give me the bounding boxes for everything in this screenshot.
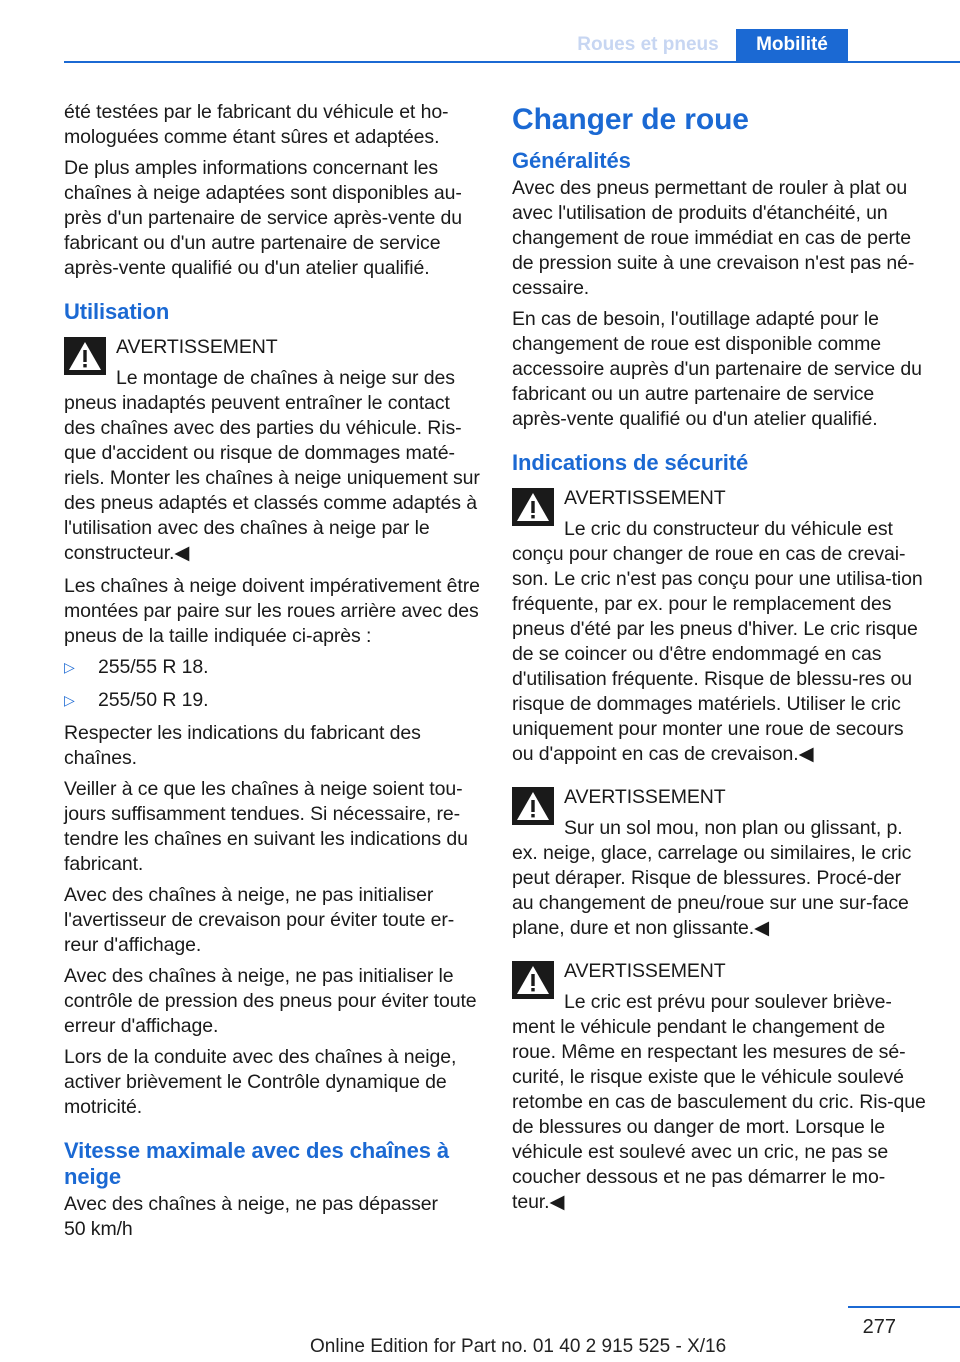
warning-block (64, 335, 482, 566)
right-column (512, 100, 927, 1223)
heading-generalites: Généralités (512, 148, 631, 173)
header-section-tab: Roues et pneus (560, 29, 736, 61)
warning-title: AVERTISSEMENT (564, 960, 726, 982)
list-item-text: 255/50 R 19. (98, 689, 209, 711)
list-item (64, 688, 482, 713)
paragraph: Lors de la conduite avec des chaînes à neige, activer brièvement le Contrôle dynamique de motricité. (64, 1046, 457, 1118)
list-item (64, 655, 482, 680)
heading-vitesse-maximale: Vitesse maximale avec des chaînes à neige (64, 1138, 450, 1189)
header-rule (64, 61, 960, 63)
paragraph: Avec des chaînes à neige, ne pas initialiser le contrôle de pression des pneus pour éviter toute erreur d'affichage. (64, 965, 477, 1037)
heading-utilisation: Utilisation (64, 299, 170, 324)
left-column (64, 100, 482, 1242)
warning-text: Sur un sol mou, non plan ou glissant, p. ex. neige, glace, carrelage ou similaires, le cric peut déraper. Risque de blessures. Procé‐der au changement de pneu/roue sur une sur‐face plane, dure et non glissante.◀ (512, 817, 912, 939)
paragraph: De plus amples informations concernant les chaînes à neige adaptées sont disponibles au‐près d'un partenaire de service après-vente du fabricant ou d'un autre partenaire de service après-vente qualifié ou d'un atelier qualifié. (64, 157, 463, 279)
online-edition-footer: Online Edition for Part no. 01 40 2 915 525 - X/16 (310, 1336, 727, 1357)
paragraph: En cas de besoin, l'outillage adapté pour le changement de roue est disponible comme accessoire auprès d'un partenaire de service du fabricant ou un autre partenaire de service après-vente qualifié ou d'un atelier qualifié. (512, 308, 922, 430)
paragraph: Avec des chaînes à neige, ne pas dépasser (64, 1193, 438, 1215)
header-chapter-tab: Mobilité (736, 29, 848, 61)
paragraph: Avec des chaînes à neige, ne pas initialiser l'avertisseur de crevaison pour éviter toute er‐reur d'affichage. (64, 884, 455, 956)
paragraph: Veiller à ce que les chaînes à neige soient tou‐jours suffisamment tendues. Si nécessaire, re‐tendre les chaînes en suivant les indications du fabricant. (64, 778, 468, 875)
warning-title: AVERTISSEMENT (564, 487, 726, 509)
warning-title: AVERTISSEMENT (116, 336, 278, 358)
warning-block (512, 959, 927, 1215)
tire-size-list (64, 655, 482, 713)
warning-triangle-icon (512, 787, 554, 825)
paragraph: Avec des pneus permettant de rouler à plat ou avec l'utilisation de produits d'étanchéité, un changement de roue immédiat en cas de perte de pression suite à une crevaison n'est pas né‐cessaire. (512, 177, 915, 299)
warning-title: AVERTISSEMENT (564, 786, 726, 808)
heading-changer-de-roue: Changer de roue (512, 103, 749, 136)
page-header (0, 0, 960, 62)
paragraph: Les chaînes à neige doivent impérativement être montées par paire sur les roues arrière avec des pneus de la taille indiquée ci-après : (64, 575, 480, 647)
paragraph: été testées par le fabricant du véhicule et ho‐mologuées comme étant sûres et adaptées. (64, 101, 449, 148)
footer-rule (848, 1306, 960, 1308)
page-number: 277 (862, 1316, 896, 1338)
warning-text: Le cric est prévu pour soulever briève‐ment le véhicule pendant le changement de roue. Même en respectant les mesures de sé‐curité, le risque existe que le véhicule soulevé retombe en cas de basculement du cric. Ris‐que de blessures ou danger de mort. Lorsque le véhicule est soulevé avec un cric, ne pas se coucher dessous et ne pas démarrer le mo‐teur.◀ (512, 991, 926, 1213)
heading-indications-securite: Indications de sécurité (512, 450, 749, 475)
speed-limit-value: 50 km/h (64, 1218, 133, 1240)
triangle-bullet-icon: ▷ (64, 692, 75, 708)
warning-text: Le cric du constructeur du véhicule est conçu pour changer de roue en cas de crevai‐son. Le cric n'est pas conçu pour une utilisa‐tion fréquente, par ex. pour le remplacement des pneus d'été par les pneus d'hiver. Le cric risque de se coincer ou d'être endommagé en cas d'utilisation fréquente. Risque de blessu‐res ou risque de dommages matériels. Utiliser le cric uniquement pour monter une roue de secours ou d'appoint en cas de crevaison.◀ (512, 518, 923, 765)
paragraph: Respecter les indications du fabricant des chaînes. (64, 722, 421, 769)
list-item-text: 255/55 R 18. (98, 656, 209, 678)
warning-triangle-icon (512, 488, 554, 526)
triangle-bullet-icon: ▷ (64, 659, 75, 675)
warning-block (512, 486, 927, 767)
warning-text: Le montage de chaînes à neige sur des pneus inadaptés peuvent entraîner le contact des chaînes avec des parties du véhicule. Ris‐que d'accident ou risque de dommages maté‐riels. Monter les chaînes à neige uniquement sur des pneus adaptés et classés comme adaptés à l'utilisation avec des chaînes à neige par le constructeur.◀ (64, 367, 480, 564)
warning-block (512, 785, 927, 941)
warning-triangle-icon (512, 961, 554, 999)
warning-triangle-icon (64, 337, 106, 375)
